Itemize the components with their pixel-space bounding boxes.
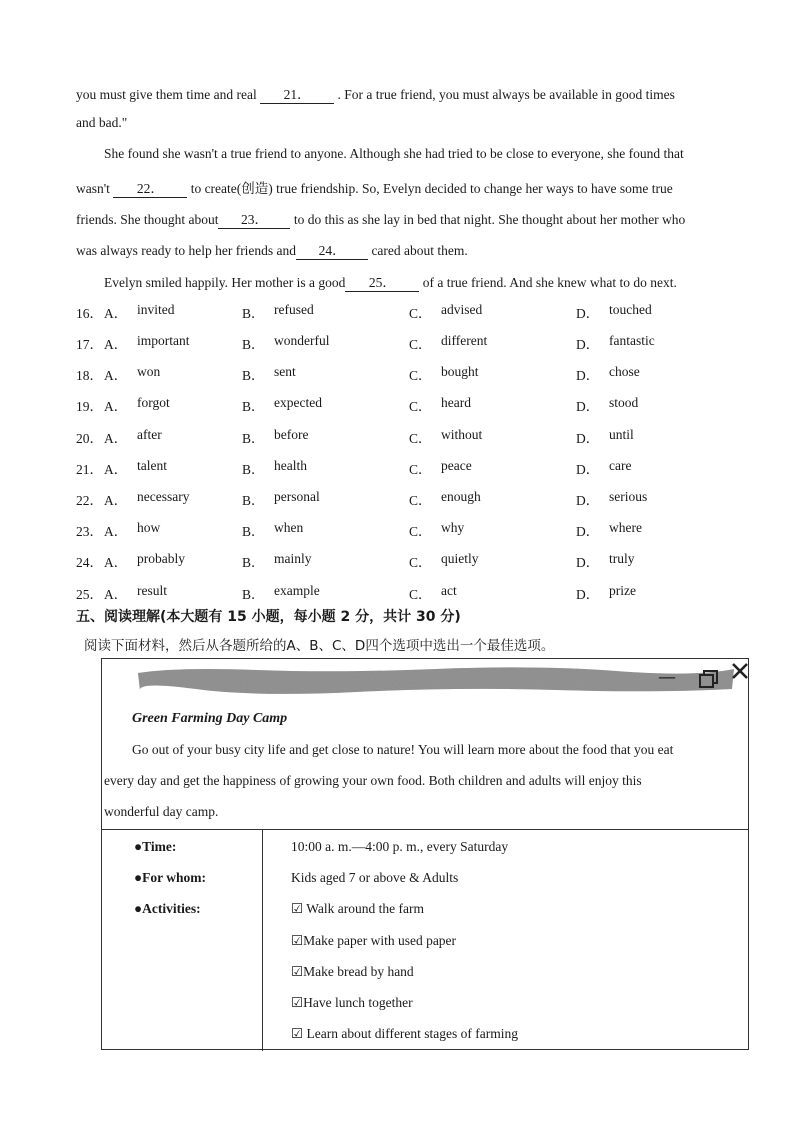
passage-text: was always ready to help her friends and: [76, 243, 297, 258]
question-row: [76, 583, 756, 603]
blank-21: 21．: [260, 83, 334, 104]
passage-text: . For a true friend, you must always be available in good times: [334, 87, 675, 102]
option-letter-d: D．: [576, 493, 600, 508]
option-letter-d: D．: [576, 306, 600, 321]
passage-line: [76, 83, 675, 104]
option-b: when: [274, 520, 304, 535]
option-letter-a: A．: [104, 337, 128, 352]
question-row: [76, 520, 756, 540]
option-a: probably: [137, 551, 185, 566]
option-a: necessary: [137, 489, 190, 504]
passage-line: [76, 177, 673, 198]
option-letter-a: A．: [104, 524, 128, 539]
section-instruction: 阅读下面材料，然后从各题所给的A、B、C、D四个选项中选出一个最佳选项。: [84, 638, 555, 654]
option-letter-d: D．: [576, 337, 600, 352]
option-b: personal: [274, 489, 320, 504]
option-c: bought: [441, 364, 479, 379]
option-letter-b: B．: [242, 555, 265, 570]
option-letter-c: C．: [409, 493, 432, 508]
whom-label: ●For whom:: [134, 870, 207, 885]
passage-text: to create(创造) true friendship. So, Evelyn decided to change her ways to have some true: [187, 181, 673, 196]
passage-line: [76, 239, 468, 260]
option-letter-c: C．: [409, 337, 432, 352]
option-b: before: [274, 427, 309, 442]
option-letter-d: D．: [576, 524, 600, 539]
blank-25: 25．: [345, 271, 419, 292]
table-divider: [102, 829, 748, 830]
question-number: 22．: [76, 493, 103, 508]
passage-line: and bad.": [76, 115, 128, 130]
question-number: 25．: [76, 587, 103, 602]
restore-icon[interactable]: [698, 669, 720, 689]
option-a: forgot: [137, 395, 170, 410]
option-letter-d: D．: [576, 555, 600, 570]
option-letter-d: D．: [576, 368, 600, 383]
question-number: 18．: [76, 368, 103, 383]
option-d: prize: [609, 583, 636, 598]
activity-item: ☑Make bread by hand: [291, 964, 414, 979]
option-d: touched: [609, 302, 652, 317]
option-letter-b: B．: [242, 431, 265, 446]
time-label: ●Time:: [134, 839, 177, 854]
option-d: serious: [609, 489, 648, 504]
option-c: without: [441, 427, 483, 442]
question-row: [76, 302, 756, 322]
option-a: after: [137, 427, 162, 442]
option-letter-b: B．: [242, 399, 265, 414]
question-row: [76, 489, 756, 509]
option-c: why: [441, 520, 465, 535]
activity-item: ☑ Learn about different stages of farming: [291, 1026, 519, 1041]
activity-item: ☑Have lunch together: [291, 995, 413, 1010]
option-b: mainly: [274, 551, 312, 566]
option-a: important: [137, 333, 190, 348]
option-b: sent: [274, 364, 296, 379]
camp-title: Green Farming Day Camp: [132, 711, 288, 726]
option-d: truly: [609, 551, 635, 566]
passage-text: to do this as she lay in bed that night. She thought about her mother who: [290, 212, 686, 227]
option-letter-c: C．: [409, 368, 432, 383]
minimize-icon[interactable]: —: [658, 667, 676, 688]
activity-item: ☑Make paper with used paper: [291, 933, 457, 948]
option-d: chose: [609, 364, 640, 379]
camp-intro-line: wonderful day camp.: [104, 804, 219, 819]
option-b: expected: [274, 395, 322, 410]
option-c: enough: [441, 489, 481, 504]
option-letter-a: A．: [104, 493, 128, 508]
whom-value: Kids aged 7 or above & Adults: [291, 870, 459, 885]
brush-title-bar: [136, 665, 736, 695]
passage-text: cared about them.: [368, 243, 468, 258]
close-icon[interactable]: [730, 661, 750, 681]
option-b: wonderful: [274, 333, 330, 348]
option-c: act: [441, 583, 457, 598]
activity-item: ☑ Walk around the farm: [291, 901, 424, 916]
blank-24: 24．: [296, 239, 368, 260]
question-number: 20．: [76, 431, 103, 446]
option-letter-a: A．: [104, 431, 128, 446]
option-letter-b: B．: [242, 337, 265, 352]
passage-text: friends. She thought about: [76, 212, 219, 227]
option-letter-c: C．: [409, 524, 432, 539]
option-a: talent: [137, 458, 167, 473]
option-d: until: [609, 427, 634, 442]
option-letter-b: B．: [242, 368, 265, 383]
question-row: [76, 333, 756, 353]
option-letter-b: B．: [242, 587, 265, 602]
camp-intro-line: Go out of your busy city life and get close to nature! You will learn more about the food that you eat: [132, 742, 674, 757]
question-number: 16．: [76, 306, 103, 321]
question-number: 24．: [76, 555, 103, 570]
passage-text: wasn't: [76, 181, 114, 196]
passage-line: [76, 208, 685, 229]
passage-text: you must give them time and real: [76, 87, 261, 102]
option-letter-a: A．: [104, 462, 128, 477]
question-number: 19．: [76, 399, 103, 414]
question-row: [76, 458, 756, 478]
camp-intro-line: every day and get the happiness of growing your own food. Both children and adults will enjoy this: [104, 773, 642, 788]
option-b: refused: [274, 302, 314, 317]
passage-line: [104, 271, 677, 292]
question-row: [76, 427, 756, 447]
section-heading: 五、阅读理解(本大题有 15 小题，每小题 2 分，共计 30 分): [76, 609, 461, 625]
option-c: peace: [441, 458, 472, 473]
option-letter-c: C．: [409, 555, 432, 570]
option-d: care: [609, 458, 632, 473]
option-letter-c: C．: [409, 462, 432, 477]
camp-window: [101, 658, 749, 1050]
option-letter-a: A．: [104, 555, 128, 570]
option-letter-a: A．: [104, 368, 128, 383]
option-letter-b: B．: [242, 493, 265, 508]
option-a: invited: [137, 302, 175, 317]
option-a: result: [137, 583, 167, 598]
question-row: [76, 364, 756, 384]
option-c: heard: [441, 395, 471, 410]
question-row: [76, 395, 756, 415]
question-number: 23．: [76, 524, 103, 539]
option-b: example: [274, 583, 320, 598]
blank-22: 22．: [113, 177, 187, 198]
option-d: stood: [609, 395, 639, 410]
question-row: [76, 551, 756, 571]
option-letter-c: C．: [409, 587, 432, 602]
question-number: 17．: [76, 337, 103, 352]
option-letter-a: A．: [104, 399, 128, 414]
blank-23: 23．: [218, 208, 290, 229]
passage-text: Evelyn smiled happily. Her mother is a good: [104, 275, 346, 290]
passage-line: She found she wasn't a true friend to anyone. Although she had tried to be close to everyone, she found that: [104, 146, 684, 161]
passage-text: of a true friend. And she knew what to do next.: [419, 275, 677, 290]
option-c: different: [441, 333, 488, 348]
option-c: advised: [441, 302, 483, 317]
option-c: quietly: [441, 551, 479, 566]
option-letter-d: D．: [576, 462, 600, 477]
option-letter-d: D．: [576, 399, 600, 414]
option-a: how: [137, 520, 161, 535]
option-letter-c: C．: [409, 399, 432, 414]
activities-label: ●Activities:: [134, 901, 201, 916]
option-letter-b: B．: [242, 524, 265, 539]
option-a: won: [137, 364, 161, 379]
option-letter-d: D．: [576, 431, 600, 446]
option-letter-a: A．: [104, 306, 128, 321]
option-b: health: [274, 458, 307, 473]
option-letter-c: C．: [409, 431, 432, 446]
table-divider: [262, 829, 263, 1051]
option-letter-b: B．: [242, 462, 265, 477]
time-value: 10:00 a. m.—4:00 p. m., every Saturday: [291, 839, 509, 854]
option-letter-d: D．: [576, 587, 600, 602]
option-letter-a: A．: [104, 587, 128, 602]
option-letter-b: B．: [242, 306, 265, 321]
question-number: 21．: [76, 462, 103, 477]
option-letter-c: C．: [409, 306, 432, 321]
option-d: where: [609, 520, 642, 535]
option-d: fantastic: [609, 333, 655, 348]
